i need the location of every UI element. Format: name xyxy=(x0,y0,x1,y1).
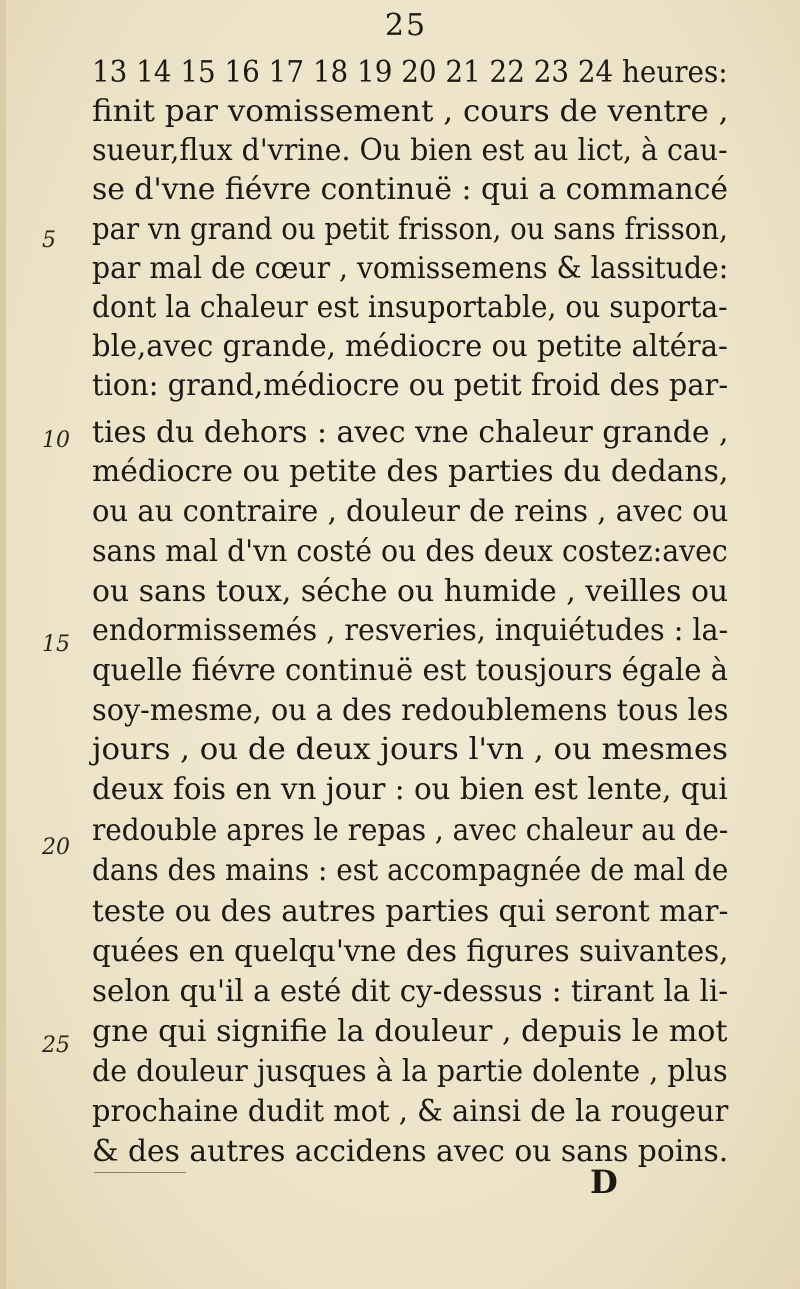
text-line: médiocre ou petite des parties du dedans, xyxy=(92,454,729,489)
text-line: ble,avec grande, médiocre ou petite altéra- xyxy=(92,329,728,364)
text-line: ties du dehors : avec vne chaleur grande , xyxy=(92,415,729,450)
text-line: dans des mains : est accompagnée de mal de xyxy=(92,853,729,888)
text-line: teste ou des autres parties qui seront mar- xyxy=(92,894,729,929)
margin-line-number: 10 xyxy=(42,428,70,453)
signature-mark: D xyxy=(590,1163,618,1201)
text-line: selon qu'il a esté dit cy-dessus : tirant la li- xyxy=(92,974,729,1009)
text-line: endormissemés , resveries, inquiétudes : la- xyxy=(92,613,729,648)
text-line: se d'vne fiévre continuë : qui a commancé xyxy=(92,172,729,207)
text-line: quées en quelqu'vne des figures suivantes, xyxy=(92,934,729,969)
text-line: gne qui signifie la douleur , depuis le mot xyxy=(92,1014,728,1049)
text-line: tion: grand,médiocre ou petit froid des par- xyxy=(92,368,729,403)
text-line: par vn grand ou petit frisson, ou sans frisson, xyxy=(92,212,728,247)
text-line: redouble apres le repas , avec chaleur au de- xyxy=(92,813,729,848)
text-line: dont la chaleur est insuportable, ou suporta- xyxy=(92,290,728,325)
text-line: jours , ou de deux jours l'vn , ou mesmes xyxy=(92,732,728,767)
margin-line-number: 20 xyxy=(42,835,70,860)
text-line: finit par vomissement , cours de ventre , xyxy=(92,94,729,129)
text-line: ou au contraire , douleur de reins , avec ou xyxy=(92,494,729,529)
text-line: sueur,flux d'vrine. Ou bien est au lict, à cau- xyxy=(92,133,728,168)
margin-line-number: 15 xyxy=(42,632,70,657)
text-line: de douleur jusques à la partie dolente , plus xyxy=(92,1054,728,1089)
margin-line-number: 25 xyxy=(42,1033,70,1058)
text-line: deux fois en vn jour : ou bien est lente, qui xyxy=(92,772,728,807)
text-line: sans mal d'vn costé ou des deux costez:avec xyxy=(92,534,728,569)
footer-rule xyxy=(94,1172,186,1173)
text-line: ou sans toux, séche ou humide , veilles ou xyxy=(92,574,729,609)
text-line: quelle fiévre continuë est tousjours égale à xyxy=(92,653,729,688)
margin-line-number: 5 xyxy=(42,228,56,253)
text-line: soy-mesme, ou a des redoublemens tous les xyxy=(92,693,729,728)
text-line: 13 14 15 16 17 18 19 20 21 22 23 24 heures: xyxy=(92,55,728,90)
page-number: 25 xyxy=(384,8,428,43)
text-line: par mal de cœur , vomissemens & lassitude: xyxy=(92,251,729,286)
text-line: & des autres accidens avec ou sans poins. xyxy=(92,1134,729,1169)
text-line: prochaine dudit mot , & ainsi de la rougeur xyxy=(92,1094,729,1129)
